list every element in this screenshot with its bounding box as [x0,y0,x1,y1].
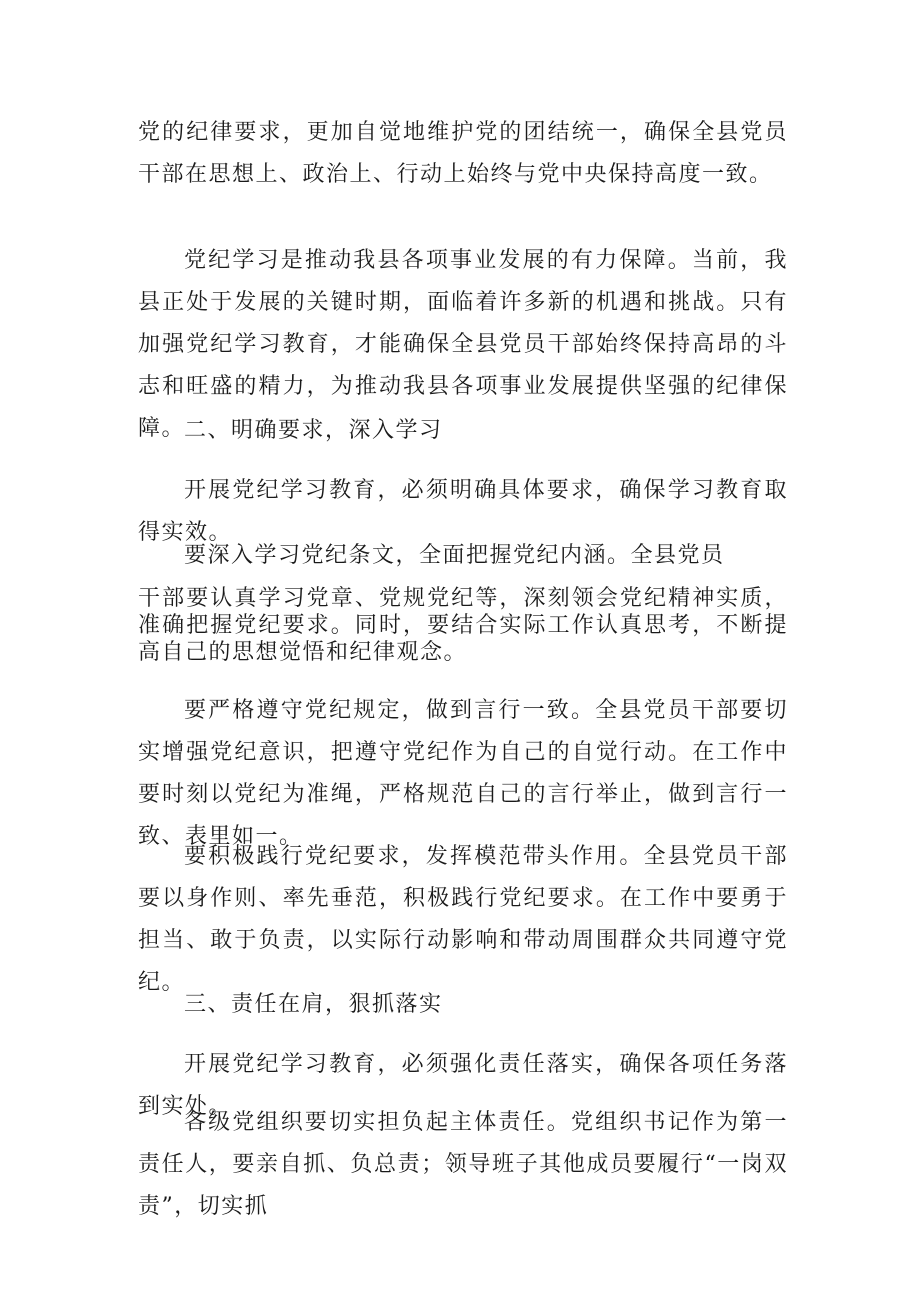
paragraph-4-first-line: 要深入学习党纪条文，全面把握党纪内涵。全县党员 [184,543,725,568]
paragraph-5: 要严格遵守党纪规定，做到言行一致。全县党员干部要切实增强党纪意识，把遵守党纪作为自己的自觉行动。在工作中要时刻以党纪为准绳，严格规范自己的言行举止，做到言行一致、表里如一。 [138,698,788,849]
section-heading-3: 三、责任在肩，狠抓落实 [184,992,443,1017]
paragraph-3: 开展党纪学习教育，必须明确具体要求，确保学习教育取得实效。 [138,478,788,545]
paragraph-4-body: 干部要认真学习党章、党规党纪等，深刻领会党纪精神实质，准确把握党纪要求。同时，要结合实际工作认真思考，不断提高自己的思想觉悟和纪律观念。 [138,586,788,665]
paragraph-1: 党的纪律要求，更加自觉地维护党的团结统一，确保全县党员干部在思想上、政治上、行动上始终与党中央保持高度一致。 [138,120,788,187]
paragraph-2: 党纪学习是推动我县各项事业发展的有力保障。当前，我县正处于发展的关键时期，面临着许多新的机遇和挑战。只有加强党纪学习教育，才能确保全县党员干部始终保持高昂的斗志和旺盛的精力，为推动我县各项事业发展提供坚强的纪律保障。 [138,248,788,441]
paragraph-7: 开展党纪学习教育，必须强化责任落实，确保各项任务落到实处。 [138,1052,788,1119]
section-heading-2: 二、明确要求，深入学习 [184,418,443,443]
paragraph-6: 要积极践行党纪要求，发挥模范带头作用。全县党员干部要以身作则、率先垂范，积极践行党纪要求。在工作中要勇于担当、敢于负责，以实际行动影响和带动周围群众共同遵守党纪。 [138,844,788,995]
paragraph-8: 各级党组织要切实担负起主体责任。党组织书记作为第一责任人，要亲自抓、负总责；领导班子其他成员要履行“一岗双责”，切实抓 [138,1110,788,1219]
